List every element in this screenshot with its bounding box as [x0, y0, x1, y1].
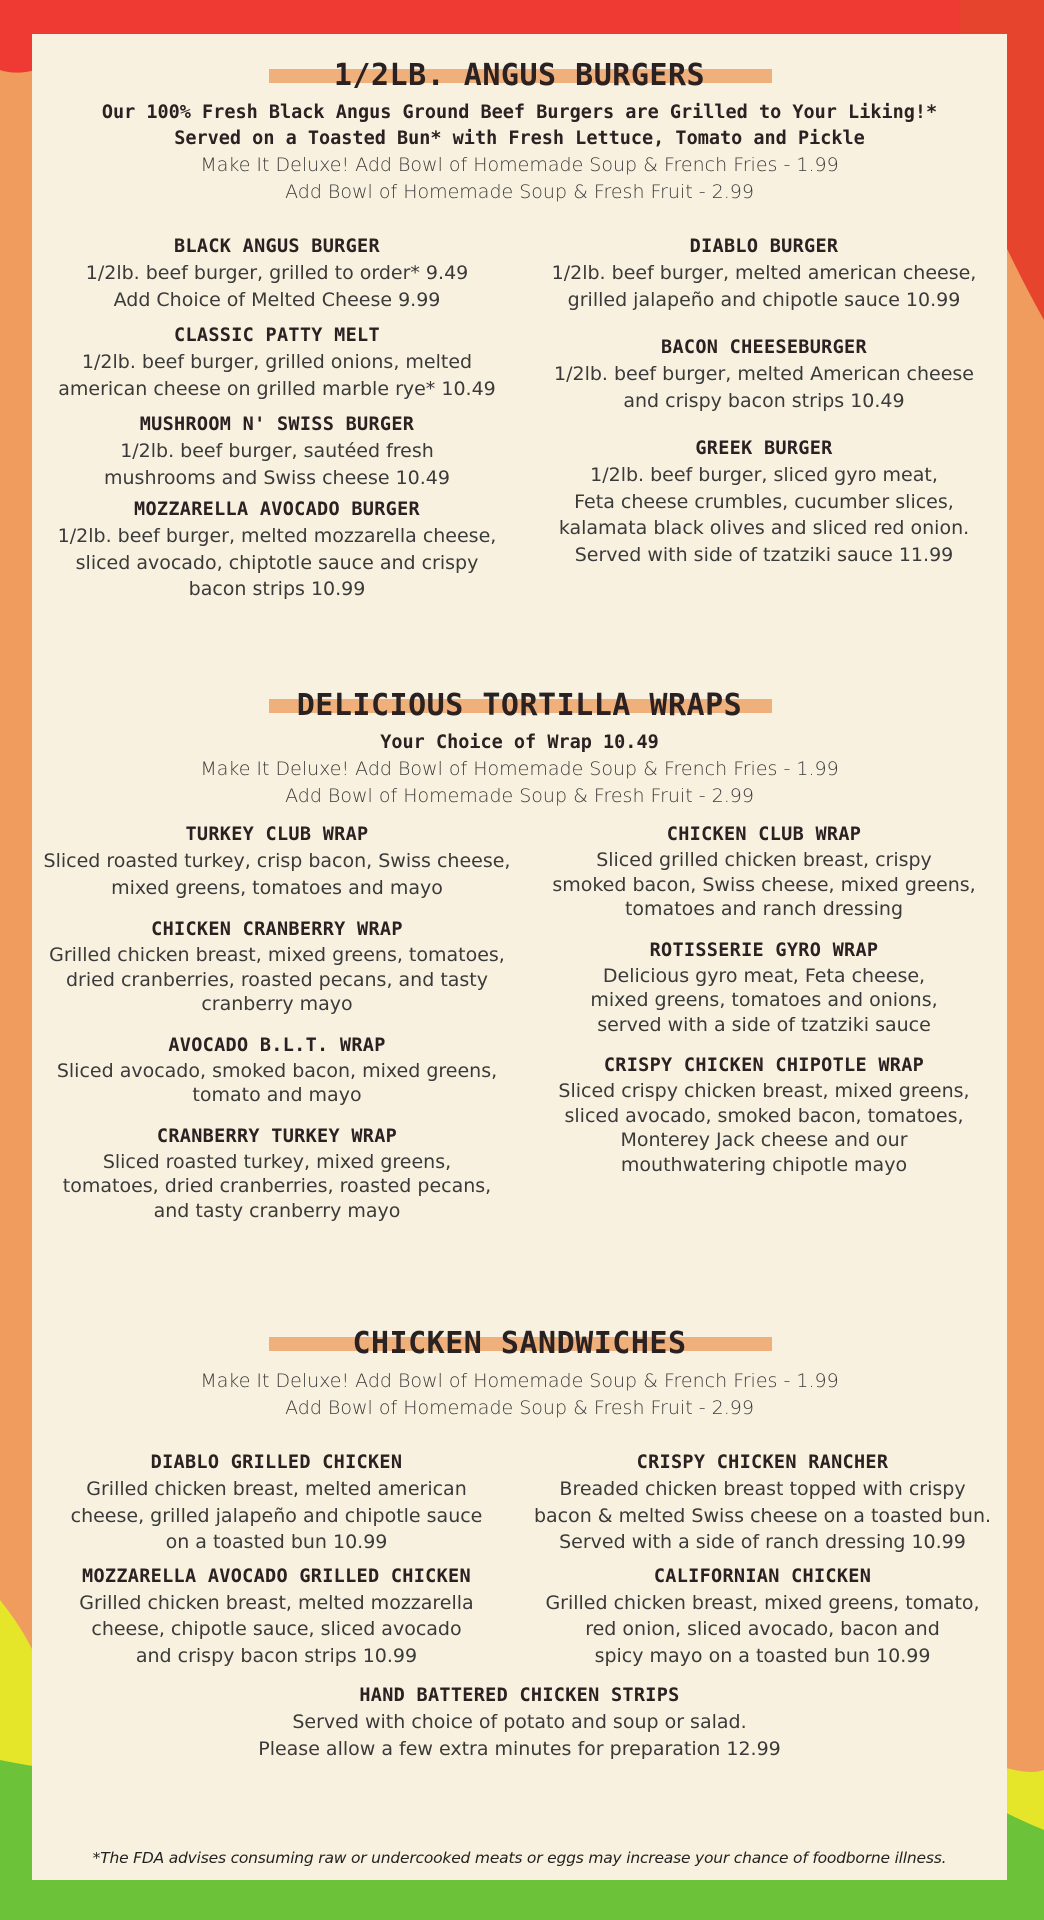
menu-item: CRISPY CHICKEN CHIPOTLE WRAP Sliced crispy chicken breast, mixed greens, sliced avocado, smoked bacon, tomatoes, Monterey Jack cheese and our mouthwatering chipotle mayo [558, 1055, 970, 1176]
menu-item: TURKEY CLUB WRAP Sliced roasted turkey, crisp bacon, Swiss cheese, mixed greens, tomatoes and mayo [43, 824, 511, 899]
menu-item: MOZZARELLA AVOCADO GRILLED CHICKEN Grilled chicken breast, melted mozzarella cheese, chipotle sauce, sliced avocado and crispy bacon strips 10.99 [79, 1565, 474, 1667]
menu-item: BLACK ANGUS BURGER 1/2lb. beef burger, grilled to order* 9.49 Add Choice of Melted Cheese 9.99 [85, 236, 469, 311]
menu-item: CLASSIC PATTY MELT 1/2lb. beef burger, grilled onions, melted american cheese on grilled marble rye* 10.49 [58, 325, 496, 400]
chicken-left-column [34, 1450, 519, 1683]
menu-item: ROTISSERIE GYRO WRAP Delicious gyro meat, Feta cheese, mixed greens, tomatoes and onions, served with a side of tzatziki sauce [590, 939, 938, 1036]
wraps-section [32, 682, 1007, 1237]
menu-item: BACON CHEESEBURGER 1/2lb. beef burger, melted American cheese and crispy bacon strips 10.49 [553, 337, 974, 412]
burgers-intro: Our 100% Fresh Black Angus Ground Beef Burgers are Grilled to Your Liking!* [101, 102, 938, 123]
menu-item: DIABLO GRILLED CHICKEN Grilled chicken breast, melted american cheese, grilled jalapeño and chipotle sauce on a toasted bun 10.99 [70, 1452, 483, 1553]
menu-item: MUSHROOM N' SWISS BURGER 1/2lb. beef burger, sautéed fresh mushrooms and Swiss cheese 10.49 [104, 414, 450, 489]
fruit-offer: Add Bowl of Homemade Soup & Fresh Fruit - 2.99 [285, 1397, 754, 1419]
section-title: CHICKEN SANDWICHES [352, 1326, 687, 1361]
menu-item: CHICKEN CRANBERRY WRAP Grilled chicken breast, mixed greens, tomatoes, dried cranberries, roasted pecans, and tasty cranberry mayo [49, 919, 505, 1015]
menu-item: AVOCADO B.L.T. WRAP Sliced avocado, smoked bacon, mixed greens, tomato and mayo [56, 1034, 498, 1106]
menu-item: CRISPY CHICKEN RANCHER Breaded chicken breast topped with crispy bacon & melted Swiss cheese on a toasted bun. Served with a side of ranch dressing 10.99 [533, 1452, 992, 1553]
menu-item: GREEK BURGER 1/2lb. beef burger, sliced gyro meat, Feta cheese crumbles, cucumber slices, kalamata black olives and sliced red onion. Served with side of tzatziki sauce 11.99 [558, 438, 970, 566]
wraps-left-column [42, 822, 512, 1237]
fruit-offer: Add Bowl of Homemade Soup & Fresh Fruit - 2.99 [285, 785, 754, 807]
burgers-section [32, 52, 1007, 617]
fruit-offer: Add Bowl of Homemade Soup & Fresh Fruit - 2.99 [285, 181, 754, 203]
chicken-section [32, 1320, 1007, 1776]
section-title: 1/2LB. ANGUS BURGERS [333, 58, 706, 93]
wraps-right-column [529, 822, 999, 1237]
chicken-right-column [520, 1450, 1005, 1683]
fda-disclaimer: *The FDA advises consuming raw or undercooked meats or eggs may increase your chance of foodborne illness. [92, 1849, 947, 1867]
menu-item: CHICKEN CLUB WRAP Sliced grilled chicken breast, crispy smoked bacon, Swiss cheese, mixed greens, tomatoes and ranch dressing [552, 824, 976, 920]
deluxe-offer: Make It Deluxe! Add Bowl of Homemade Soup & French Fries - 1.99 [200, 758, 839, 780]
menu-panel [32, 34, 1007, 1880]
burgers-bun-note: Served on a Toasted Bun* with Fresh Lettuce, Tomato and Pickle [174, 128, 865, 149]
menu-item: MOZZARELLA AVOCADO BURGER 1/2lb. beef burger, melted mozzarella cheese, sliced avocado, chiptotle sauce and crispy bacon strips 10.99 [57, 499, 497, 600]
deluxe-offer: Make It Deluxe! Add Bowl of Homemade Soup & French Fries - 1.99 [200, 1370, 839, 1392]
burgers-left-column [42, 234, 512, 617]
menu-item: CRANBERRY TURKEY WRAP Sliced roasted turkey, mixed greens, tomatoes, dried cranberries, roasted pecans, and tasty cranberry mayo [62, 1125, 492, 1222]
menu-item: DIABLO BURGER 1/2lb. beef burger, melted american cheese, grilled jalapeño and chipotle sauce 10.99 [551, 236, 977, 311]
menu-item: HAND BATTERED CHICKEN STRIPS Served with choice of potato and soup or salad. Please allow a few extra minutes for preparation 12.99 [258, 1685, 781, 1760]
menu-item: CALIFORNIAN CHICKEN Grilled chicken breast, mixed greens, tomato, red onion, sliced avocado, bacon and spicy mayo on a toasted bun 10.99 [545, 1565, 980, 1667]
wraps-price-note: Your Choice of Wrap 10.49 [380, 732, 659, 753]
burgers-right-column [529, 234, 999, 617]
deluxe-offer: Make It Deluxe! Add Bowl of Homemade Soup & French Fries - 1.99 [200, 154, 839, 176]
section-title: DELICIOUS TORTILLA WRAPS [296, 688, 743, 723]
